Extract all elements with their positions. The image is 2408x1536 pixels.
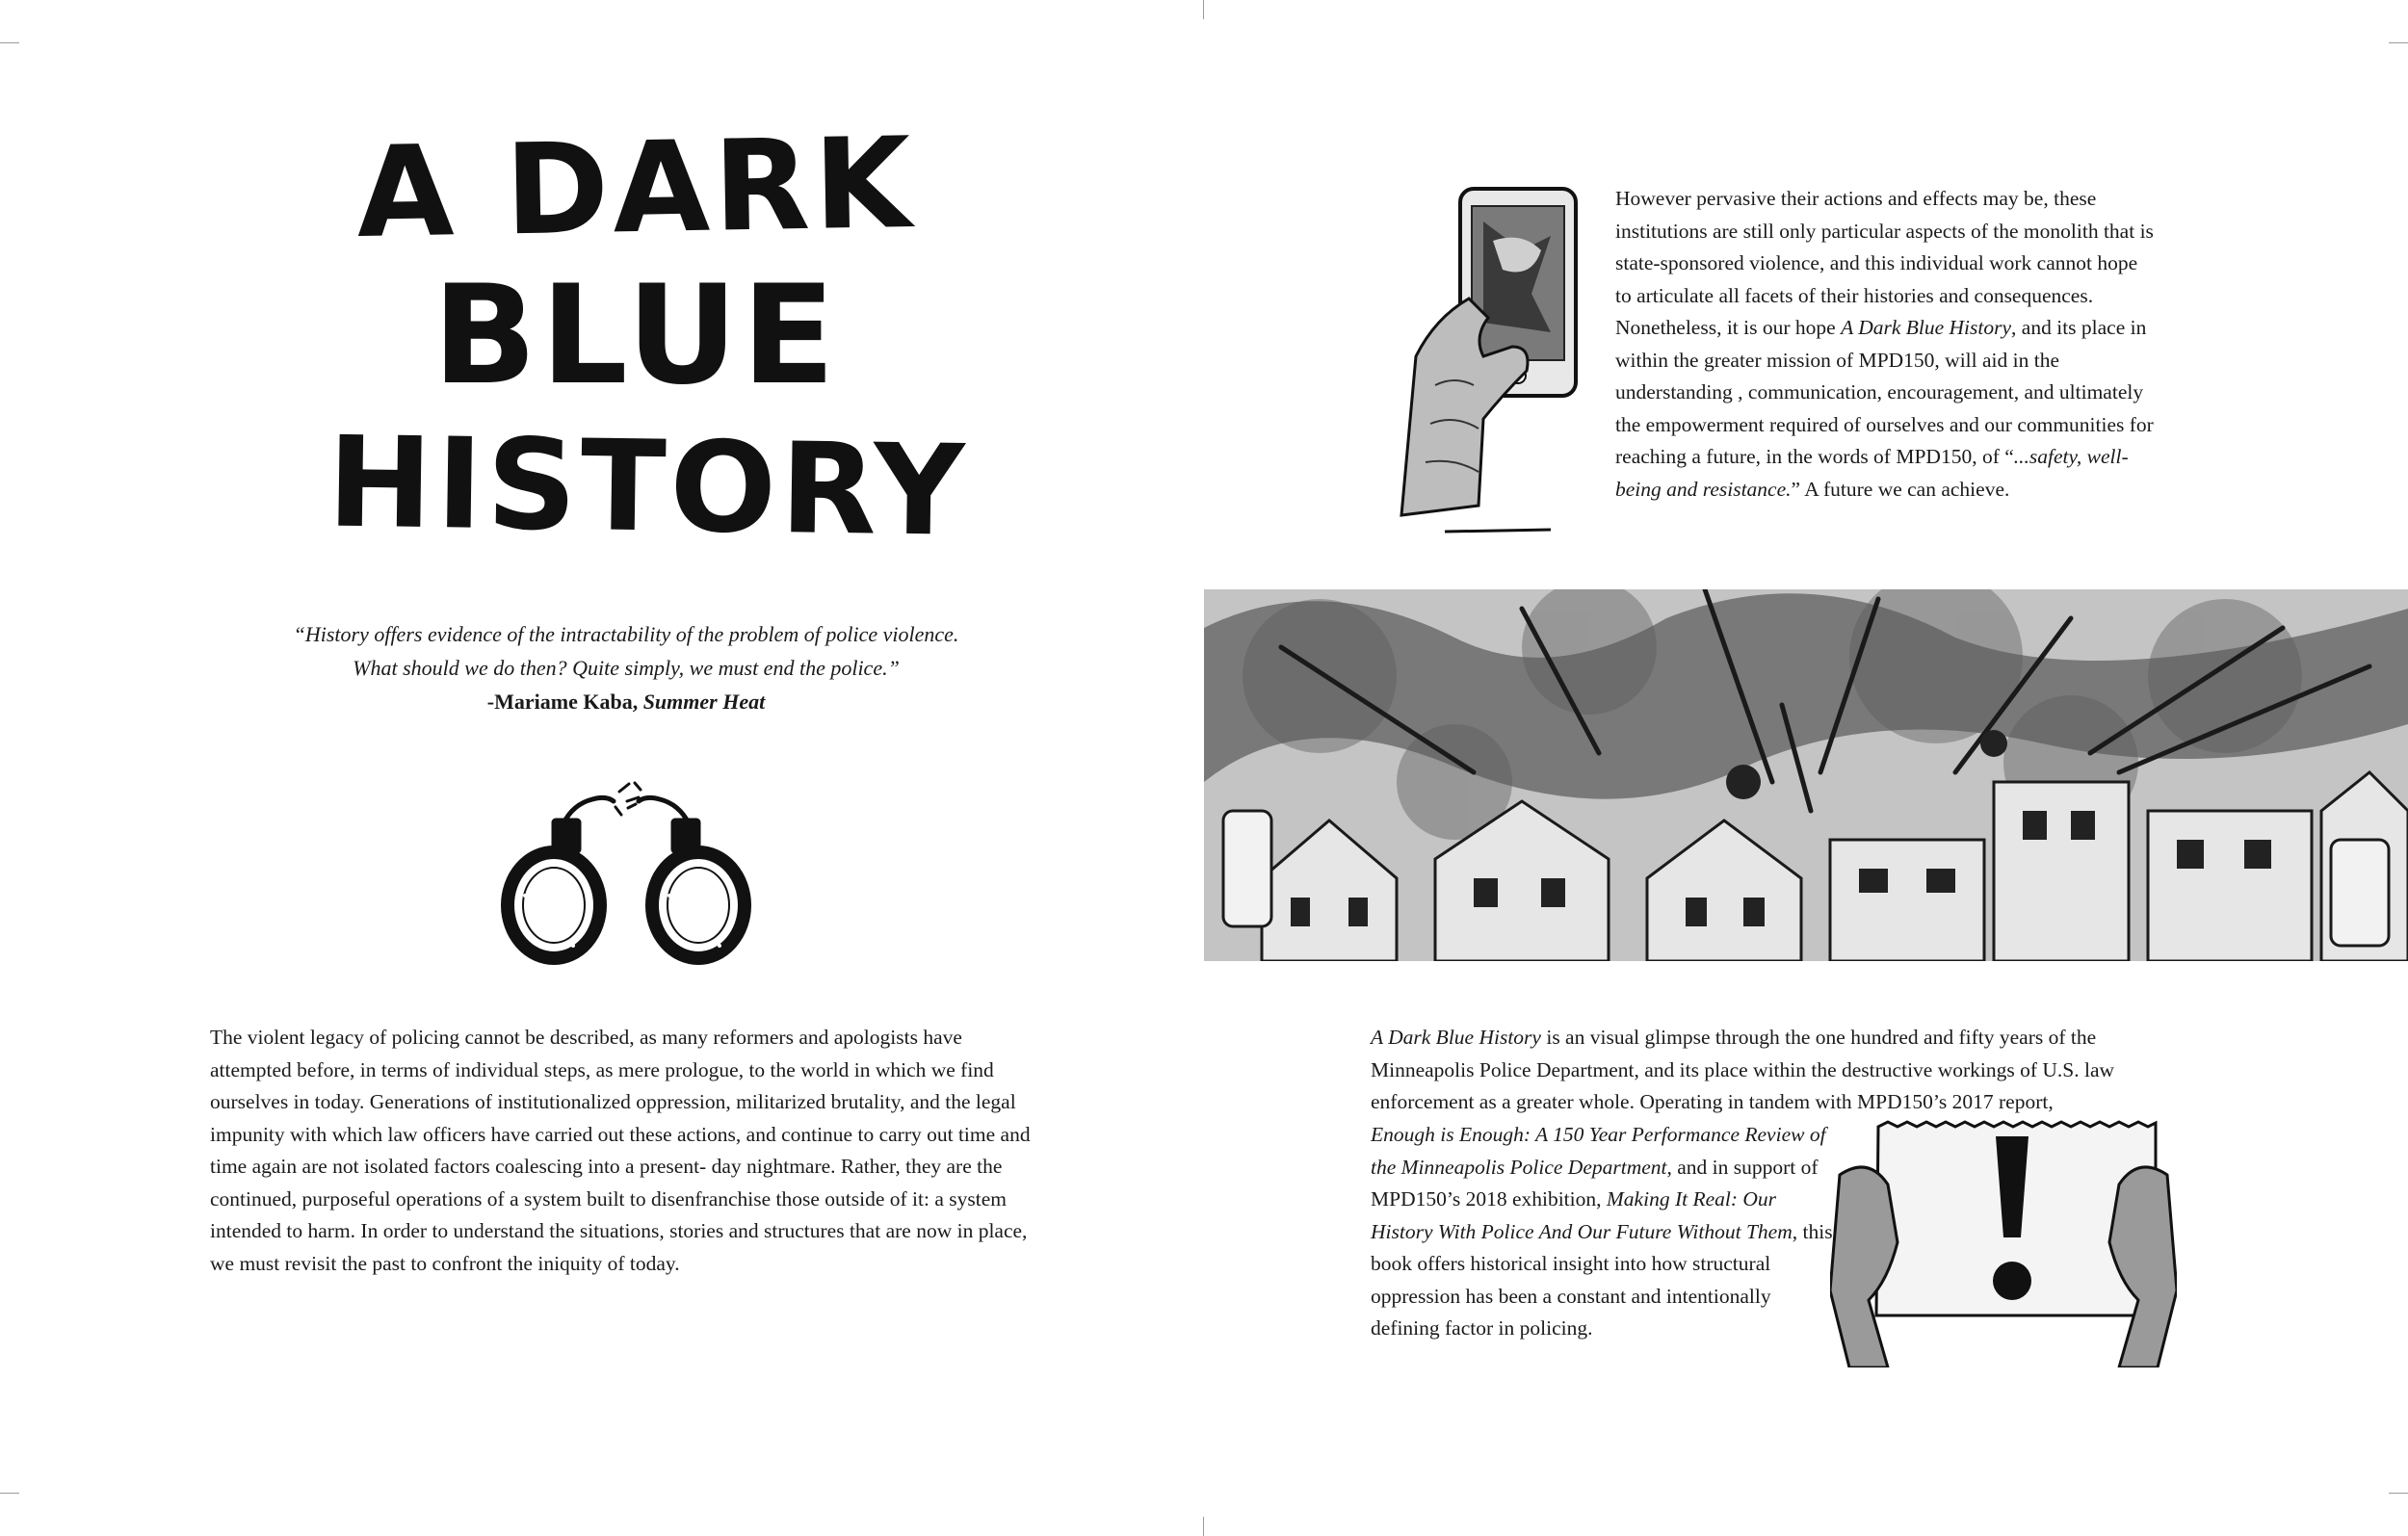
crop-mark [1203,0,1204,19]
hands-painting-city-illustration [1204,589,2408,961]
overview-continued [1371,1119,1833,1345]
exhibition-title: Making It Real: Our History With Police And Our Future Without Them [1371,1187,1793,1243]
mission-quote: ...safety, well-being and resistance. [1615,445,2129,501]
overview-intro-text: is an visual glimpse through the one hundred and fifty years of the Minneapolis Police Department, and its place within the destructive workings of U.S. law enforcement as a greater whole. Operating in tandem with MPD150’s 2017 report, [1371,1026,2115,1113]
hand-holding-phone-icon [1377,183,1604,544]
crop-mark [0,1493,19,1494]
crop-mark [0,42,19,43]
mission-text-1: However pervasive their actions and effects may be, these institutions are still only particular aspects of the monolith that is state-sponsored violence, and this individual work cannot hope to articulate all facets of their histories and consequences. Nonetheless, it is our hope [1615,187,2154,339]
epigraph-line-2: What should we do then? Quite simply, we must end the police.” [353,656,900,680]
title-line-2: BLUE [432,256,839,415]
mission-paragraph [1615,183,2155,506]
overview-mid-text: , and in support of MPD150’s 2018 exhibition, [1371,1155,1819,1211]
report-title: Enough is Enough: A 150 Year Performance Review of the Minneapolis Police Department [1371,1123,1826,1179]
exclamation-sign-icon [1830,1117,2177,1367]
crop-mark [2389,1493,2408,1494]
book-title [326,109,970,564]
epigraph-source: Summer Heat [642,690,766,714]
overview-end-text: , this book offers historical insight into how structural oppression has been a constant and intentionally defining factor in policing. [1371,1219,1833,1340]
crop-mark [1203,1517,1204,1536]
crop-mark [2389,42,2408,43]
overview-book-title: A Dark Blue History [1371,1026,1541,1049]
mission-book-title: A Dark Blue History [1841,316,2012,339]
title-line-1: A DARK [355,109,916,267]
epigraph-author: -Mariame Kaba, [486,690,643,714]
title-line-3: HISTORY [326,408,970,564]
banner-artwork [1204,589,2408,961]
intro-paragraph: The violent legacy of policing cannot be described, as many reformers and apologists have attempted before, in terms of individual steps, as mere prologue, to the world in which we find ourselves in today. Generations of institutionalized oppression, militarized brutality, and the legal impunity with which law officers have carried out these actions, and continue to carry out time and time again are not isolated factors coalescing into a present- day nightmare. Rather, they are the continued, purposeful operations of a system built to disenfranchise those outside of it: a system intended to harm. In order to understand the situations, stories and structures that are now in place, we must revisit the past to confront the iniquity of today. [210,1026,1031,1275]
epigraph-attribution [270,685,982,718]
mission-text-3: ” A future we can achieve. [1791,477,2010,501]
broken-handcuffs-icon [496,780,756,968]
epigraph [270,617,982,718]
overview-intro [1371,1022,2180,1119]
epigraph-line-1: “History offers evidence of the intractability of the problem of police violence. [293,622,959,646]
mission-text-2: , and its place in within the greater mission of MPD150, will aid in the understanding , communication, encouragement, and ultimately the empowerment required of ourselves and our communities for reaching a future, in the words of MPD150, of “ [1615,316,2154,468]
